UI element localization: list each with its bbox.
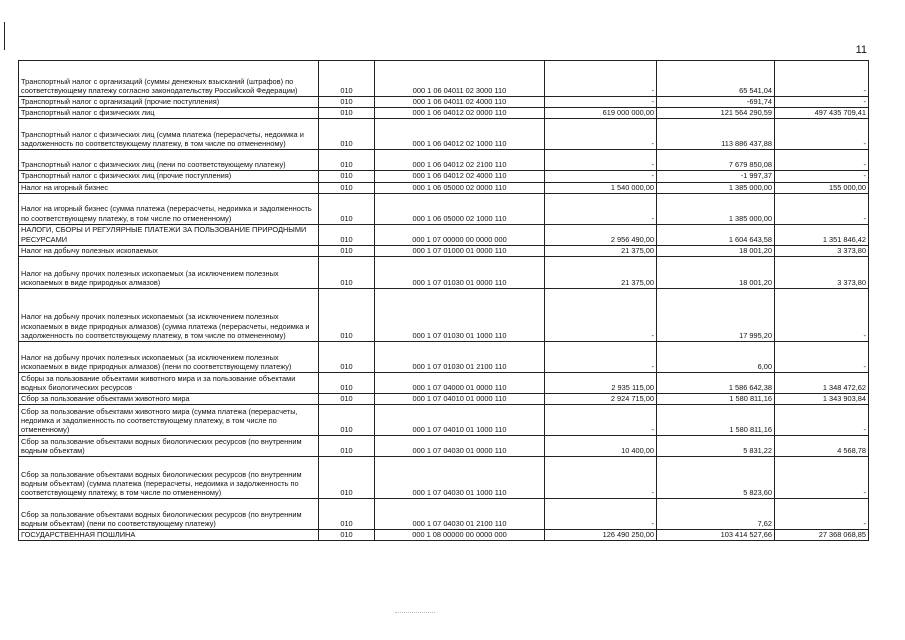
income-name-cell: Сбор за пользование объектами животного мира	[19, 394, 319, 405]
income-name-cell: Транспортный налог с организаций (прочие поступления)	[19, 97, 319, 108]
income-name-cell: Налог на добычу прочих полезных ископаемых (за исключением полезных ископаемых в виде природных алмазов) (пени по соответствующему платежу)	[19, 342, 319, 373]
approved-amount-cell: -	[545, 171, 657, 182]
income-name-cell: Сбор за пользование объектами водных биологических ресурсов (по внутренним водным объектам) (сумма платежа (перерасчеты, недоимка и задолженность по соответствующему платежу, в том числе по отмененному)	[19, 457, 319, 499]
remaining-amount-cell: 3 373,80	[775, 257, 869, 289]
approved-amount-cell: 10 400,00	[545, 436, 657, 457]
executed-amount-cell: 18 001,20	[657, 257, 775, 289]
executed-amount-cell: 17 995,20	[657, 289, 775, 342]
table-row	[19, 373, 869, 394]
line-code-cell: 010	[319, 289, 375, 342]
executed-amount-cell: 1 580 811,16	[657, 405, 775, 436]
income-name-cell: Сбор за пользование объектами водных биологических ресурсов (по внутренним водным объектам) (пени по соответствующему платежу)	[19, 499, 319, 530]
line-code-cell: 010	[319, 405, 375, 436]
income-name-cell: ГОСУДАРСТВЕННАЯ ПОШЛИНА	[19, 530, 319, 541]
income-name-cell: Налог на добычу прочих полезных ископаемых (за исключением полезных ископаемых в виде природных алмазов)	[19, 257, 319, 289]
table-row	[19, 257, 869, 289]
line-code-cell: 010	[319, 245, 375, 256]
margin-rule	[4, 22, 5, 50]
executed-amount-cell: 7,62	[657, 499, 775, 530]
executed-amount-cell: 65 541,04	[657, 61, 775, 97]
budget-code-cell: 000 1 06 04011 02 4000 110	[375, 97, 545, 108]
remaining-amount-cell: -	[775, 499, 869, 530]
table-row	[19, 61, 869, 97]
income-name-cell: Налог на игорный бизнес (сумма платежа (перерасчеты, недоимка и задолженность по соответствующему платежу, в том числе по отмененному)	[19, 193, 319, 224]
remaining-amount-cell: -	[775, 289, 869, 342]
table-row	[19, 405, 869, 436]
line-code-cell: 010	[319, 171, 375, 182]
budget-code-cell: 000 1 06 05000 02 1000 110	[375, 193, 545, 224]
table-row	[19, 530, 869, 541]
income-name-cell: Транспортный налог с физических лиц (пени по соответствующему платежу)	[19, 150, 319, 171]
table-row	[19, 245, 869, 256]
table-row	[19, 224, 869, 245]
table-row	[19, 394, 869, 405]
page-number: 11	[855, 44, 867, 56]
table-row	[19, 119, 869, 150]
table-row	[19, 97, 869, 108]
approved-amount-cell: -	[545, 119, 657, 150]
budget-code-cell: 000 1 07 01030 01 1000 110	[375, 289, 545, 342]
table-row	[19, 193, 869, 224]
remaining-amount-cell: -	[775, 405, 869, 436]
budget-code-cell: 000 1 07 04030 01 1000 110	[375, 457, 545, 499]
income-name-cell: Транспортный налог с физических лиц (сумма платежа (перерасчеты, недоимка и задолженность по соответствующему платежу, в том числе по отмененному)	[19, 119, 319, 150]
approved-amount-cell: -	[545, 61, 657, 97]
table-row	[19, 289, 869, 342]
approved-amount-cell: 126 490 250,00	[545, 530, 657, 541]
remaining-amount-cell: 4 568,78	[775, 436, 869, 457]
executed-amount-cell: 5 831,22	[657, 436, 775, 457]
line-code-cell: 010	[319, 394, 375, 405]
approved-amount-cell: 21 375,00	[545, 245, 657, 256]
income-name-cell: Налог на добычу прочих полезных ископаемых (за исключением полезных ископаемых в виде природных алмазов) (сумма платежа (перерасчеты, недоимка и задолженность по соответствующему платежу, в том числе по отмененному)	[19, 289, 319, 342]
line-code-cell: 010	[319, 373, 375, 394]
remaining-amount-cell: 497 435 709,41	[775, 108, 869, 119]
approved-amount-cell: 1 540 000,00	[545, 182, 657, 193]
remaining-amount-cell: 1 351 846,42	[775, 224, 869, 245]
executed-amount-cell: 5 823,60	[657, 457, 775, 499]
remaining-amount-cell: -	[775, 119, 869, 150]
line-code-cell: 010	[319, 530, 375, 541]
approved-amount-cell: -	[545, 457, 657, 499]
approved-amount-cell: -	[545, 499, 657, 530]
line-code-cell: 010	[319, 119, 375, 150]
budget-code-cell: 000 1 07 04010 01 1000 110	[375, 405, 545, 436]
line-code-cell: 010	[319, 457, 375, 499]
remaining-amount-cell: -	[775, 193, 869, 224]
executed-amount-cell: 1 580 811,16	[657, 394, 775, 405]
budget-code-cell: 000 1 07 04030 01 2100 110	[375, 499, 545, 530]
line-code-cell: 010	[319, 97, 375, 108]
executed-amount-cell: -691,74	[657, 97, 775, 108]
executed-amount-cell: 6,00	[657, 342, 775, 373]
table-row	[19, 436, 869, 457]
income-name-cell: Налог на добычу полезных ископаемых	[19, 245, 319, 256]
executed-amount-cell: 103 414 527,66	[657, 530, 775, 541]
approved-amount-cell: -	[545, 150, 657, 171]
approved-amount-cell: 21 375,00	[545, 257, 657, 289]
table-row	[19, 150, 869, 171]
line-code-cell: 010	[319, 342, 375, 373]
remaining-amount-cell: 3 373,80	[775, 245, 869, 256]
line-code-cell: 010	[319, 193, 375, 224]
approved-amount-cell: 619 000 000,00	[545, 108, 657, 119]
approved-amount-cell: -	[545, 405, 657, 436]
income-name-cell: Сбор за пользование объектами животного мира (сумма платежа (перерасчеты, недоимка и задолженность по соответствующему платежу, в том числе по отмененному)	[19, 405, 319, 436]
remaining-amount-cell: -	[775, 342, 869, 373]
budget-code-cell: 000 1 06 04012 02 1000 110	[375, 119, 545, 150]
budget-code-cell: 000 1 07 01030 01 0000 110	[375, 257, 545, 289]
executed-amount-cell: 18 001,20	[657, 245, 775, 256]
executed-amount-cell: 7 679 850,08	[657, 150, 775, 171]
table-row	[19, 457, 869, 499]
executed-amount-cell: 1 586 642,38	[657, 373, 775, 394]
line-code-cell: 010	[319, 182, 375, 193]
remaining-amount-cell: 27 368 068,85	[775, 530, 869, 541]
executed-amount-cell: 121 564 290,59	[657, 108, 775, 119]
income-name-cell: НАЛОГИ, СБОРЫ И РЕГУЛЯРНЫЕ ПЛАТЕЖИ ЗА ПОЛЬЗОВАНИЕ ПРИРОДНЫМИ РЕСУРСАМИ	[19, 224, 319, 245]
line-code-cell: 010	[319, 499, 375, 530]
approved-amount-cell: 2 924 715,00	[545, 394, 657, 405]
budget-code-cell: 000 1 06 04011 02 3000 110	[375, 61, 545, 97]
budget-code-cell: 000 1 06 04012 02 0000 110	[375, 108, 545, 119]
remaining-amount-cell: 1 348 472,62	[775, 373, 869, 394]
budget-code-cell: 000 1 07 01030 01 2100 110	[375, 342, 545, 373]
income-name-cell: Транспортный налог с организаций (суммы денежных взысканий (штрафов) по соответствующему платежу согласно законодательству Российской Федерации)	[19, 61, 319, 97]
income-name-cell: Налог на игорный бизнес	[19, 182, 319, 193]
budget-code-cell: 000 1 08 00000 00 0000 000	[375, 530, 545, 541]
remaining-amount-cell: -	[775, 97, 869, 108]
line-code-cell: 010	[319, 108, 375, 119]
budget-code-cell: 000 1 07 04030 01 0000 110	[375, 436, 545, 457]
remaining-amount-cell: -	[775, 457, 869, 499]
budget-code-cell: 000 1 07 04010 01 0000 110	[375, 394, 545, 405]
remaining-amount-cell: -	[775, 150, 869, 171]
table-row	[19, 499, 869, 530]
table-row	[19, 182, 869, 193]
income-name-cell: Транспортный налог с физических лиц	[19, 108, 319, 119]
approved-amount-cell: 2 935 115,00	[545, 373, 657, 394]
income-name-cell: Транспортный налог с физических лиц (прочие поступления)	[19, 171, 319, 182]
executed-amount-cell: 1 385 000,00	[657, 182, 775, 193]
line-code-cell: 010	[319, 224, 375, 245]
executed-amount-cell: 1 385 000,00	[657, 193, 775, 224]
remaining-amount-cell: -	[775, 61, 869, 97]
budget-code-cell: 000 1 06 04012 02 4000 110	[375, 171, 545, 182]
budget-code-cell: 000 1 06 04012 02 2100 110	[375, 150, 545, 171]
remaining-amount-cell: 1 343 903,84	[775, 394, 869, 405]
table-row	[19, 171, 869, 182]
income-name-cell: Сбор за пользование объектами водных биологических ресурсов (по внутренним водным объектам)	[19, 436, 319, 457]
executed-amount-cell: 113 886 437,88	[657, 119, 775, 150]
table-row	[19, 342, 869, 373]
line-code-cell: 010	[319, 150, 375, 171]
table-row	[19, 108, 869, 119]
revenue-execution-table	[18, 60, 869, 541]
scan-artifact	[395, 612, 435, 614]
line-code-cell: 010	[319, 436, 375, 457]
executed-amount-cell: -1 997,37	[657, 171, 775, 182]
line-code-cell: 010	[319, 257, 375, 289]
approved-amount-cell: -	[545, 342, 657, 373]
income-name-cell: Сборы за пользование объектами животного мира и за пользование объектами водных биологических ресурсов	[19, 373, 319, 394]
remaining-amount-cell: -	[775, 171, 869, 182]
approved-amount-cell: -	[545, 193, 657, 224]
budget-code-cell: 000 1 07 04000 01 0000 110	[375, 373, 545, 394]
line-code-cell: 010	[319, 61, 375, 97]
budget-code-cell: 000 1 07 00000 00 0000 000	[375, 224, 545, 245]
remaining-amount-cell: 155 000,00	[775, 182, 869, 193]
approved-amount-cell: -	[545, 289, 657, 342]
budget-code-cell: 000 1 06 05000 02 0000 110	[375, 182, 545, 193]
executed-amount-cell: 1 604 643,58	[657, 224, 775, 245]
approved-amount-cell: 2 956 490,00	[545, 224, 657, 245]
budget-code-cell: 000 1 07 01000 01 0000 110	[375, 245, 545, 256]
approved-amount-cell: -	[545, 97, 657, 108]
